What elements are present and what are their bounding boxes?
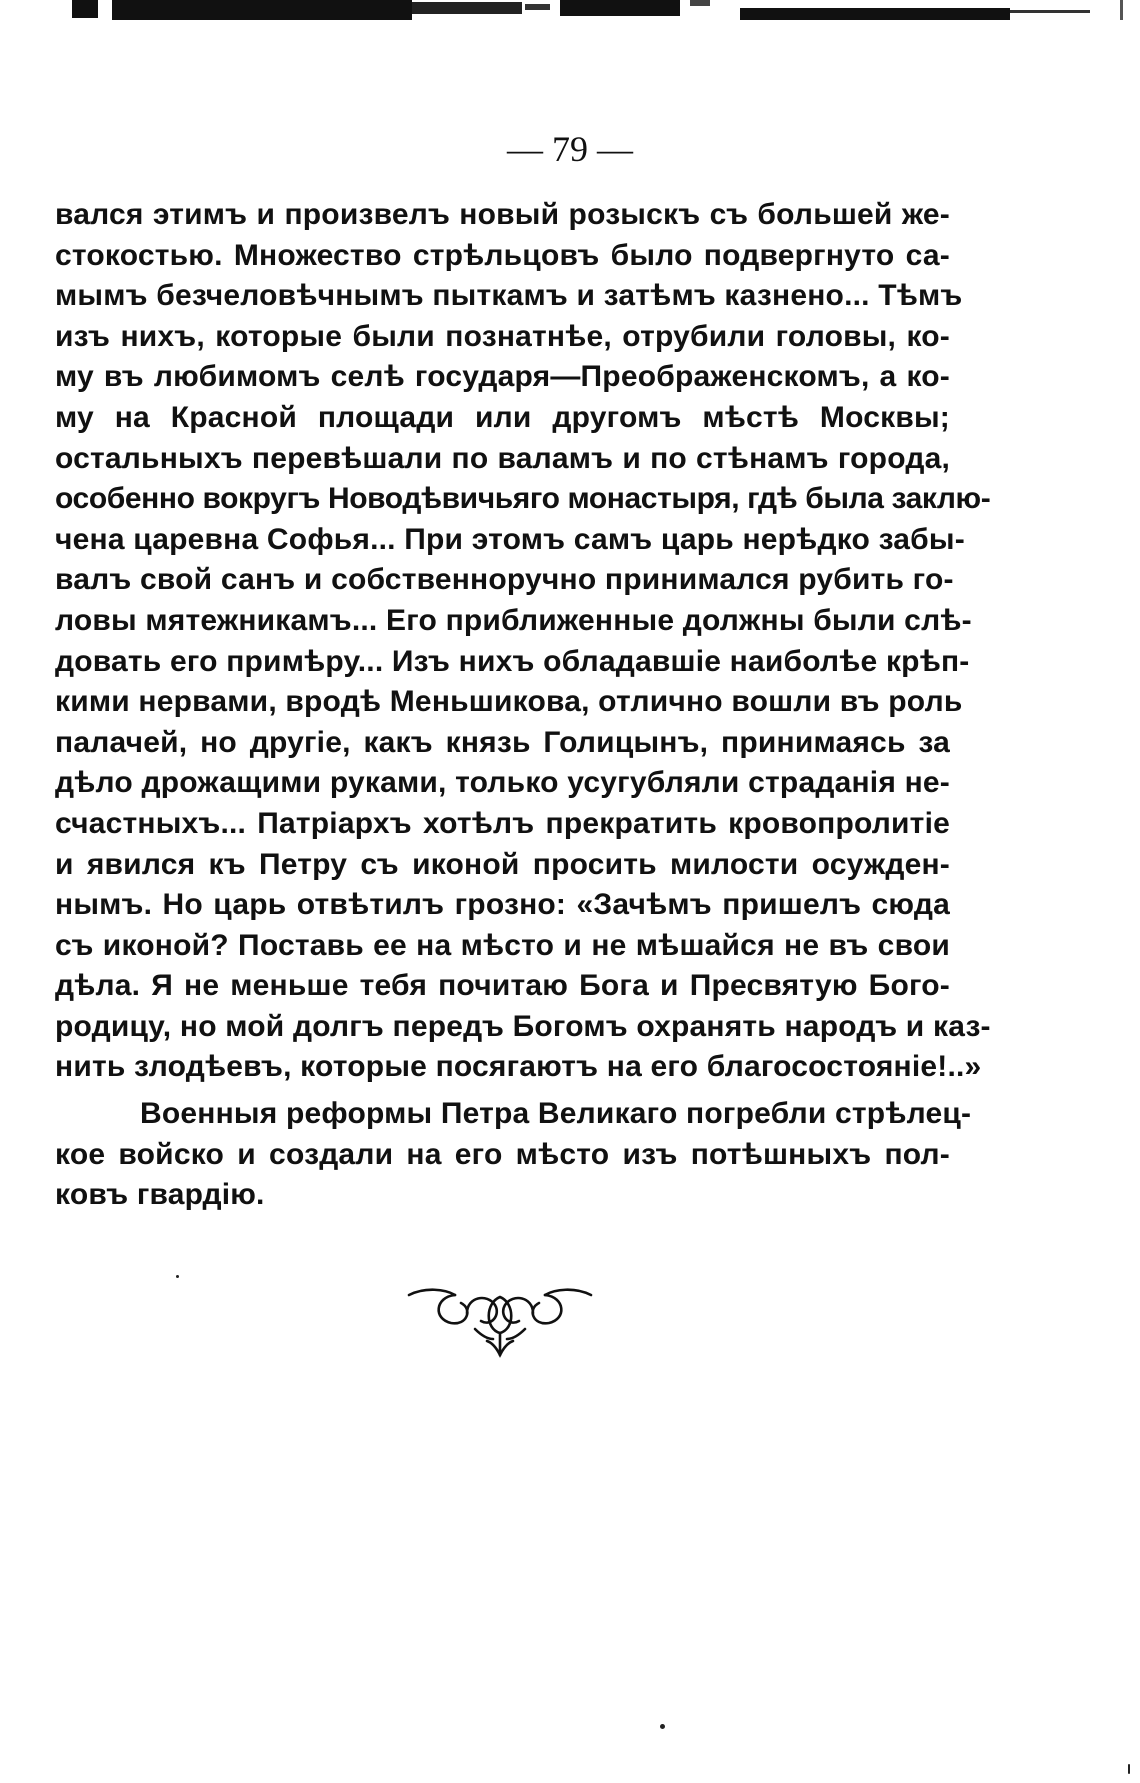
scan-speck bbox=[176, 1275, 179, 1278]
paragraph-1 bbox=[55, 195, 991, 1088]
text-line: счастныхъ... Патріархъ хотѣлъ прекратить кровопролитіе bbox=[55, 806, 950, 840]
text-line: стокостью. Множество стрѣльцовъ было подвергнуто са- bbox=[55, 238, 950, 272]
text-line: нымъ. Но царь отвѣтилъ грозно: «Зачѣмъ пришелъ сюда bbox=[55, 888, 950, 922]
text-line: палачей, но другіе, какъ князь Голицынъ, принимаясь за bbox=[55, 725, 950, 759]
text-line: вался этимъ и произвелъ новый розыскъ съ большей же- bbox=[55, 198, 950, 231]
text-line: мымъ безчеловѣчнымъ пыткамъ и затѣмъ казнено... Тѣмъ bbox=[55, 279, 963, 313]
body-text bbox=[55, 195, 991, 1216]
text-line: и явился къ Петру съ иконой просить милости осужден- bbox=[55, 847, 950, 881]
text-line: съ иконой? Поставь ее на мѣсто и не мѣшайся не въ свои bbox=[55, 928, 950, 962]
text-line: родицу, но мой долгъ передъ Богомъ охранять народъ и каз- bbox=[55, 1009, 991, 1043]
text-line: ловы мятежникамъ... Его приближенные должны были слѣ- bbox=[55, 603, 972, 637]
scan-speck bbox=[1128, 1764, 1130, 1774]
tailpiece-scroll-ornament-icon bbox=[405, 1283, 595, 1363]
paragraph-2 bbox=[55, 1094, 972, 1216]
scan-top-edge-artifact bbox=[0, 0, 1140, 40]
text-line: кое войско и создали на его мѣсто изъ потѣшныхъ пол- bbox=[55, 1137, 950, 1171]
text-line: довать его примѣру... Изъ нихъ обладавшіе наиболѣе крѣп- bbox=[55, 644, 970, 678]
text-line: ковъ гвардію. bbox=[55, 1178, 265, 1212]
text-line: Военныя реформы Петра Великаго погребли стрѣлец- bbox=[140, 1097, 972, 1131]
text-line: му въ любимомъ селѣ государя—Преображенскомъ, а ко- bbox=[55, 360, 950, 394]
text-line: чена царевна Софья... При этомъ самъ царь нерѣдко забы- bbox=[55, 522, 965, 556]
text-line: изъ нихъ, которые были познатнѣе, отрубили головы, ко- bbox=[55, 319, 950, 353]
text-line: кими нервами, вродѣ Меньшикова, отлично вошли въ роль bbox=[55, 685, 963, 719]
text-line: нить злодѣевъ, которые посягаютъ на его благосостояніе!..» bbox=[55, 1050, 982, 1084]
text-line: валъ свой санъ и собственноручно принимался рубить го- bbox=[55, 563, 954, 597]
text-line: дѣло дрожащими руками, только усугубляли страданія не- bbox=[55, 766, 950, 800]
text-line: дѣла. Я не меньше тебя почитаю Бога и Пресвятую Бого- bbox=[55, 969, 950, 1003]
scan-speck bbox=[660, 1724, 665, 1729]
text-line: особенно вокругъ Новодѣвичьяго монастыря, гдѣ была заклю- bbox=[55, 482, 991, 516]
page-number: — 79 — bbox=[507, 129, 633, 169]
text-line: му на Красной площади или другомъ мѣстѣ Москвы; bbox=[55, 400, 950, 434]
text-line: остальныхъ перевѣшали по валамъ и по стѣнамъ города, bbox=[55, 441, 950, 475]
